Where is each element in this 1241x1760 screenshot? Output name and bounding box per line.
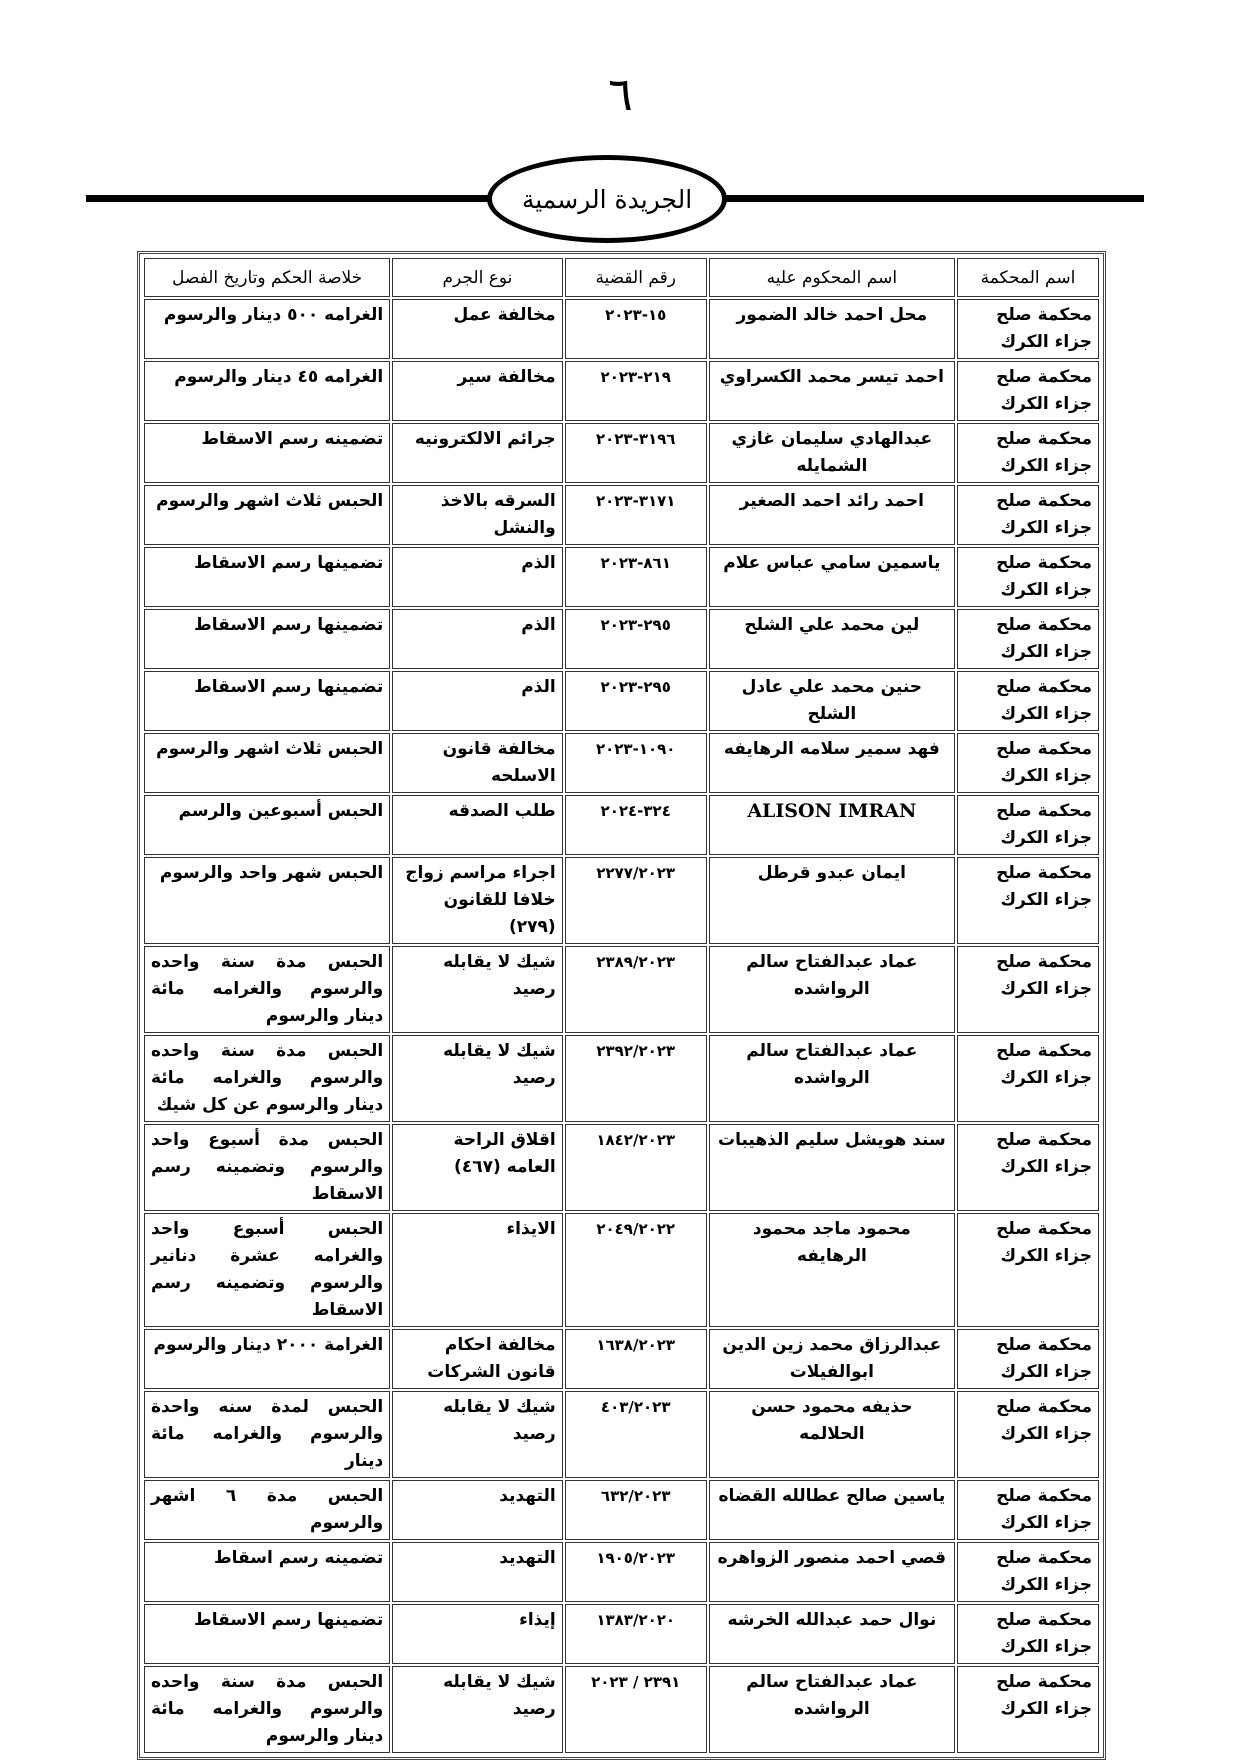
crime-type-cell: جرائم الالكترونيه xyxy=(392,423,562,483)
convict-name-cell: عبدالهادي سليمان غازي الشمايله xyxy=(709,423,955,483)
case-number-cell: ٣١٩٦-٢٠٢٣ xyxy=(565,423,707,483)
court-cell: محكمة صلح جزاء الكرك xyxy=(957,485,1099,545)
case-number-cell: ٤٠٣/٢٠٢٣ xyxy=(565,1391,707,1478)
verdict-summary-cell: تضمينها رسم الاسقاط xyxy=(144,547,390,607)
convict-name-cell: فهد سمير سلامه الرهايفه xyxy=(709,733,955,793)
table-header-row xyxy=(144,258,1099,297)
convict-name-cell: عماد عبدالفتاح سالم الرواشده xyxy=(709,946,955,1033)
convict-name-cell: قصي احمد منصور الزواهره xyxy=(709,1542,955,1602)
case-number-cell: ٦٣٢/٢٠٢٣ xyxy=(565,1480,707,1540)
convict-name-cell: ياسمين سامي عباس علام xyxy=(709,547,955,607)
table-row xyxy=(144,1329,1099,1389)
case-number-cell: ٣٢٤-٢٠٢٤ xyxy=(565,795,707,855)
verdict-summary-cell: الحبس مدة سنة واحده والرسوم والغرامه مائة دينار والرسوم عن كل شيك xyxy=(144,1035,390,1122)
court-cell: محكمة صلح جزاء الكرك xyxy=(957,1035,1099,1122)
case-number-cell: ٢١٩-٢٠٢٣ xyxy=(565,361,707,421)
convict-name-cell: حنين محمد علي عادل الشلح xyxy=(709,671,955,731)
verdict-summary-cell: الغرامه ٤٥ دينار والرسوم xyxy=(144,361,390,421)
page-number: ٦ xyxy=(608,67,633,121)
table-row xyxy=(144,1604,1099,1664)
court-cell: محكمة صلح جزاء الكرك xyxy=(957,1213,1099,1327)
crime-type-cell: اقلاق الراحة العامه (٤٦٧) xyxy=(392,1124,562,1211)
convict-name-cell: لين محمد علي الشلح xyxy=(709,609,955,669)
table-row xyxy=(144,1542,1099,1602)
case-number-cell: ١٨٤٢/٢٠٢٣ xyxy=(565,1124,707,1211)
verdict-summary-cell: الحبس ثلاث اشهر والرسوم xyxy=(144,733,390,793)
verdict-summary-cell: الحبس ثلاث اشهر والرسوم xyxy=(144,485,390,545)
case-number-cell: ٢٩٥-٢٠٢٣ xyxy=(565,671,707,731)
crime-type-cell: التهديد xyxy=(392,1480,562,1540)
court-cell: محكمة صلح جزاء الكرك xyxy=(957,299,1099,359)
table-row xyxy=(144,485,1099,545)
verdict-summary-cell: الحبس شهر واحد والرسوم xyxy=(144,857,390,944)
case-number-cell: ٢٣٩١ / ٢٠٢٣ xyxy=(565,1666,707,1753)
convict-name-cell: احمد رائد احمد الصغير xyxy=(709,485,955,545)
court-cell: محكمة صلح جزاء الكرك xyxy=(957,795,1099,855)
court-cell: محكمة صلح جزاء الكرك xyxy=(957,946,1099,1033)
table-row xyxy=(144,361,1099,421)
verdict-summary-cell: تضمينه رسم اسقاط xyxy=(144,1542,390,1602)
crime-type-cell: إيذاء xyxy=(392,1604,562,1664)
table-row xyxy=(144,1124,1099,1211)
crime-type-cell: شيك لا يقابله رصيد xyxy=(392,1035,562,1122)
case-number-cell: ١٩٠٥/٢٠٢٣ xyxy=(565,1542,707,1602)
crime-type-cell: السرقه بالاخذ والنشل xyxy=(392,485,562,545)
crime-type-cell: مخالفة احكام قانون الشركات xyxy=(392,1329,562,1389)
court-cell: محكمة صلح جزاء الكرك xyxy=(957,1329,1099,1389)
convict-name-cell: محمود ماجد محمود الرهايفه xyxy=(709,1213,955,1327)
court-cell: محكمة صلح جزاء الكرك xyxy=(957,609,1099,669)
crime-type-cell: الذم xyxy=(392,547,562,607)
crime-type-cell: شيك لا يقابله رصيد xyxy=(392,946,562,1033)
crime-type-cell: شيك لا يقابله رصيد xyxy=(392,1391,562,1478)
table-row xyxy=(144,547,1099,607)
verdict-summary-cell: تضمينها رسم الاسقاط xyxy=(144,671,390,731)
header-case-number: رقم القضية xyxy=(565,258,707,297)
case-number-cell: ١٠٩٠-٢٠٢٣ xyxy=(565,733,707,793)
convict-name-cell: نوال حمد عبدالله الخرشه xyxy=(709,1604,955,1664)
verdict-summary-cell: تضمينها رسم الاسقاط xyxy=(144,1604,390,1664)
verdict-summary-cell: تضمينه رسم الاسقاط xyxy=(144,423,390,483)
table-row xyxy=(144,795,1099,855)
header-court: اسم المحكمة xyxy=(957,258,1099,297)
convict-name-cell: عبدالرزاق محمد زين الدين ابوالفيلات xyxy=(709,1329,955,1389)
court-cell: محكمة صلح جزاء الكرك xyxy=(957,1124,1099,1211)
judgments-table-frame xyxy=(137,251,1106,1760)
table-row xyxy=(144,733,1099,793)
crime-type-cell: الايذاء xyxy=(392,1213,562,1327)
court-cell: محكمة صلح جزاء الكرك xyxy=(957,1604,1099,1664)
judgments-table xyxy=(142,256,1101,1755)
court-cell: محكمة صلح جزاء الكرك xyxy=(957,547,1099,607)
header-name: اسم المحكوم عليه xyxy=(709,258,955,297)
table-row xyxy=(144,423,1099,483)
masthead-title: الجريدة الرسمية xyxy=(487,155,727,243)
court-cell: محكمة صلح جزاء الكرك xyxy=(957,733,1099,793)
crime-type-cell: اجراء مراسم زواج خلافا للقانون (٢٧٩) xyxy=(392,857,562,944)
table-row xyxy=(144,1666,1099,1753)
court-cell: محكمة صلح جزاء الكرك xyxy=(957,1666,1099,1753)
crime-type-cell: التهديد xyxy=(392,1542,562,1602)
case-number-cell: ١٣٨٣/٢٠٢٠ xyxy=(565,1604,707,1664)
verdict-summary-cell: الحبس أسبوع واحد والغرامه عشرة دنانير والرسوم وتضمينه رسم الاسقاط xyxy=(144,1213,390,1327)
verdict-summary-cell: الحبس مدة سنة واحده والرسوم والغرامه مائة دينار والرسوم xyxy=(144,1666,390,1753)
verdict-summary-cell: الحبس أسبوعين والرسم xyxy=(144,795,390,855)
convict-name-cell: عماد عبدالفتاح سالم الرواشده xyxy=(709,1035,955,1122)
verdict-summary-cell: الحبس مدة سنة واحده والرسوم والغرامه مائة دينار والرسوم xyxy=(144,946,390,1033)
crime-type-cell: مخالفة قانون الاسلحه xyxy=(392,733,562,793)
table-row xyxy=(144,1480,1099,1540)
convict-name-cell: محل احمد خالد الضمور xyxy=(709,299,955,359)
convict-name-cell: ياسين صالح عطالله القضاه xyxy=(709,1480,955,1540)
table-row xyxy=(144,1391,1099,1478)
verdict-summary-cell: الحبس مدة أسبوع واحد والرسوم وتضمينه رسم الاسقاط xyxy=(144,1124,390,1211)
verdict-summary-cell: الغرامة ٢٠٠٠ دينار والرسوم xyxy=(144,1329,390,1389)
case-number-cell: ١٦٣٨/٢٠٢٣ xyxy=(565,1329,707,1389)
table-row xyxy=(144,1213,1099,1327)
court-cell: محكمة صلح جزاء الكرك xyxy=(957,857,1099,944)
verdict-summary-cell: الحبس مدة ٦ اشهر والرسوم xyxy=(144,1480,390,1540)
table-body xyxy=(144,299,1099,1753)
crime-type-cell: مخالفة سير xyxy=(392,361,562,421)
crime-type-cell: الذم xyxy=(392,671,562,731)
table-row xyxy=(144,609,1099,669)
court-cell: محكمة صلح جزاء الكرك xyxy=(957,1480,1099,1540)
case-number-cell: ٢٩٥-٢٠٢٣ xyxy=(565,609,707,669)
court-cell: محكمة صلح جزاء الكرك xyxy=(957,1542,1099,1602)
convict-name-cell: ALISON IMRAN xyxy=(709,795,955,855)
case-number-cell: ٨٦١-٢٠٢٣ xyxy=(565,547,707,607)
verdict-summary-cell: تضمينها رسم الاسقاط xyxy=(144,609,390,669)
verdict-summary-cell: الغرامه ٥٠٠ دينار والرسوم xyxy=(144,299,390,359)
crime-type-cell: طلب الصدقه xyxy=(392,795,562,855)
case-number-cell: ٢٢٧٧/٢٠٢٣ xyxy=(565,857,707,944)
case-number-cell: ٣١٧١-٢٠٢٣ xyxy=(565,485,707,545)
crime-type-cell: مخالفة عمل xyxy=(392,299,562,359)
convict-name-cell: ايمان عبدو قرطل xyxy=(709,857,955,944)
court-cell: محكمة صلح جزاء الكرك xyxy=(957,1391,1099,1478)
convict-name-cell: سند هويشل سليم الذهيبات xyxy=(709,1124,955,1211)
verdict-summary-cell: الحبس لمدة سنه واحدة والرسوم والغرامه مائة دينار xyxy=(144,1391,390,1478)
convict-name-cell: حذيفه محمود حسن الحلالمه xyxy=(709,1391,955,1478)
table-row xyxy=(144,299,1099,359)
header-verdict-summary: خلاصة الحكم وتاريخ الفصل xyxy=(144,258,390,297)
court-cell: محكمة صلح جزاء الكرك xyxy=(957,671,1099,731)
crime-type-cell: شيك لا يقابله رصيد xyxy=(392,1666,562,1753)
table-row xyxy=(144,857,1099,944)
header-crime-type: نوع الجرم xyxy=(392,258,562,297)
convict-name-cell: عماد عبدالفتاح سالم الرواشده xyxy=(709,1666,955,1753)
table-row xyxy=(144,1035,1099,1122)
table-row xyxy=(144,946,1099,1033)
case-number-cell: ٢٠٤٩/٢٠٢٢ xyxy=(565,1213,707,1327)
table-row xyxy=(144,671,1099,731)
crime-type-cell: الذم xyxy=(392,609,562,669)
case-number-cell: ٢٣٩٢/٢٠٢٣ xyxy=(565,1035,707,1122)
case-number-cell: ٢٣٨٩/٢٠٢٣ xyxy=(565,946,707,1033)
convict-name-cell: احمد تيسر محمد الكسراوي xyxy=(709,361,955,421)
case-number-cell: ١٥-٢٠٢٣ xyxy=(565,299,707,359)
court-cell: محكمة صلح جزاء الكرك xyxy=(957,361,1099,421)
court-cell: محكمة صلح جزاء الكرك xyxy=(957,423,1099,483)
